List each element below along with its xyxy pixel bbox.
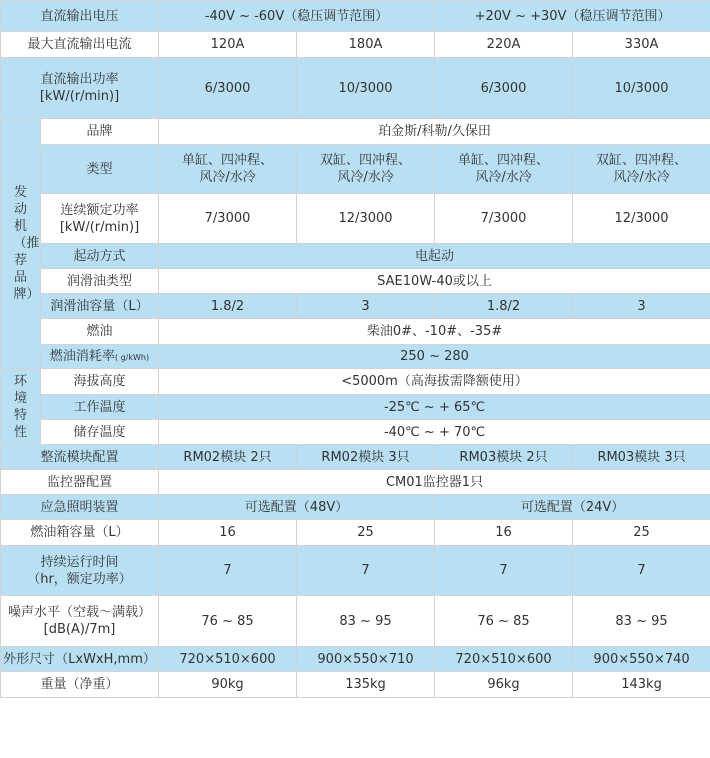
cell-value: -40℃ ~ + 70℃ [159, 420, 710, 445]
cell-value: 7 [435, 546, 573, 596]
cell-value: 143kg [573, 672, 710, 698]
cell-value [297, 145, 435, 194]
cell-value: 柴油0#、-10#、-35# [159, 319, 710, 345]
cell-value: 1.8/2 [435, 294, 573, 319]
cell-value [573, 145, 710, 194]
cell-line: 单缸、四冲程、 [458, 153, 550, 168]
cell-value: 220A [435, 32, 573, 58]
group-label-environment: 环境特性 [1, 369, 41, 445]
table-row [1, 269, 710, 294]
cell-value: 83 ~ 95 [297, 596, 435, 647]
table-row [1, 470, 710, 495]
cell-value: RM03模块 3只 [573, 445, 710, 470]
cell-value: 1.8/2 [159, 294, 297, 319]
row-label: 燃油 [41, 319, 159, 345]
cell-value: 900×550×710 [297, 647, 435, 672]
table-row [1, 294, 710, 319]
cell-line: 单缸、四冲程、 [182, 153, 274, 168]
cell-value: 7 [297, 546, 435, 596]
table-row [1, 58, 710, 119]
cell-value: 90kg [159, 672, 297, 698]
cell-value: 180A [297, 32, 435, 58]
row-label: 起动方式 [41, 244, 159, 269]
cell-value [435, 145, 573, 194]
row-label: 燃油箱容量（L） [1, 520, 159, 546]
table-row [1, 319, 710, 345]
cell-value: 珀金斯/科勒/久保田 [159, 119, 710, 145]
cell-line: 双缸、四冲程、 [320, 153, 412, 168]
cell-value: 7 [573, 546, 710, 596]
cell-value: 3 [297, 294, 435, 319]
cell-value: <5000m（高海拔需降额使用） [159, 369, 710, 395]
table-row [1, 596, 710, 647]
cell-value: 10/3000 [297, 58, 435, 119]
table-row [1, 119, 710, 145]
row-label-line: 持续运行时间 [40, 554, 119, 570]
row-label: 外形尺寸（LxWxH,mm） [1, 647, 159, 672]
cell-value [159, 145, 297, 194]
table-row [1, 345, 710, 369]
cell-value: 720×510×600 [435, 647, 573, 672]
row-label: 最大直流输出电流 [1, 32, 159, 58]
cell-value: 16 [159, 520, 297, 546]
cell-line: 风冷/水冷 [613, 170, 670, 185]
row-label: 整流模块配置 [1, 445, 159, 470]
cell-value: CM01监控器1只 [159, 470, 710, 495]
row-label: 润滑油容量（L） [41, 294, 159, 319]
row-label-line: 直流输出功率 [40, 72, 119, 87]
row-label: 储存温度 [41, 420, 159, 445]
table-row [1, 420, 710, 445]
cell-value: 25 [573, 520, 710, 546]
row-label-unit: [kW/(r/min)] [59, 219, 140, 235]
table-row [1, 495, 710, 520]
cell-value: -25℃ ~ + 65℃ [159, 395, 710, 420]
table-row [1, 1, 710, 32]
cell-value: 7/3000 [435, 194, 573, 244]
cell-value: RM03模块 2只 [435, 445, 573, 470]
row-label [41, 345, 159, 369]
row-label: 应急照明装置 [1, 495, 159, 520]
cell-value: 12/3000 [573, 194, 710, 244]
row-label [1, 58, 159, 119]
cell-value: 10/3000 [573, 58, 710, 119]
cell-value: 6/3000 [435, 58, 573, 119]
cell-value: 76 ~ 85 [159, 596, 297, 647]
row-label-text: 燃油消耗率 [49, 348, 115, 364]
cell-line: 风冷/水冷 [337, 170, 394, 185]
cell-value: 3 [573, 294, 710, 319]
cell-value: -40V ~ -60V（稳压调节范围） [159, 1, 435, 32]
table-row [1, 520, 710, 546]
cell-value: 720×510×600 [159, 647, 297, 672]
table-row [1, 32, 710, 58]
table-row [1, 546, 710, 596]
row-label-line: 连续额定功率 [60, 202, 139, 218]
cell-value: 900×550×740 [573, 647, 710, 672]
cell-value: 330A [573, 32, 710, 58]
cell-value: 76 ~ 85 [435, 596, 573, 647]
row-label [1, 546, 159, 596]
row-label [41, 194, 159, 244]
row-label-unit: [kW/(r/min)] [39, 89, 120, 104]
cell-value: 12/3000 [297, 194, 435, 244]
cell-line: 双缸、四冲程、 [596, 153, 688, 168]
row-label-unit: [dB(A)/7m] [43, 622, 116, 637]
cell-value: 可选配置（48V） [159, 495, 435, 520]
table-row [1, 244, 710, 269]
row-label: 重量（净重） [1, 672, 159, 698]
cell-value: 7/3000 [159, 194, 297, 244]
cell-value: 120A [159, 32, 297, 58]
cell-value: 电起动 [159, 244, 710, 269]
table-row [1, 369, 710, 395]
row-label: 监控器配置 [1, 470, 159, 495]
row-label-unit: ( g/kWh) [114, 352, 150, 362]
cell-value: +20V ~ +30V（稳压调节范围） [435, 1, 710, 32]
row-label: 工作温度 [41, 395, 159, 420]
row-label-line: 噪声水平（空载～满载） [8, 605, 152, 620]
table-row [1, 145, 710, 194]
row-label: 润滑油类型 [41, 269, 159, 294]
table-row [1, 194, 710, 244]
cell-line: 风冷/水冷 [475, 170, 532, 185]
cell-value: 83 ~ 95 [573, 596, 710, 647]
row-label [1, 596, 159, 647]
cell-value: 96kg [435, 672, 573, 698]
row-label: 品牌 [41, 119, 159, 145]
cell-value: 6/3000 [159, 58, 297, 119]
cell-value: 25 [297, 520, 435, 546]
cell-value: 250 ~ 280 [159, 345, 710, 369]
cell-value: 16 [435, 520, 573, 546]
cell-line: 风冷/水冷 [199, 170, 256, 185]
table-row [1, 647, 710, 672]
row-label: 海拔高度 [41, 369, 159, 395]
table-row [1, 672, 710, 698]
cell-value: 135kg [297, 672, 435, 698]
row-label: 类型 [41, 145, 159, 194]
table-row [1, 395, 710, 420]
row-label: 直流输出电压 [1, 1, 159, 32]
cell-value: SAE10W-40或以上 [159, 269, 710, 294]
cell-value: 7 [159, 546, 297, 596]
cell-value: 可选配置（24V） [435, 495, 710, 520]
row-label-unit: （hr，额定功率） [27, 571, 132, 587]
table-row [1, 445, 710, 470]
cell-value: RM02模块 3只 [297, 445, 435, 470]
group-label-engine: 发动机（推荐品牌） [1, 119, 41, 369]
cell-value: RM02模块 2只 [159, 445, 297, 470]
